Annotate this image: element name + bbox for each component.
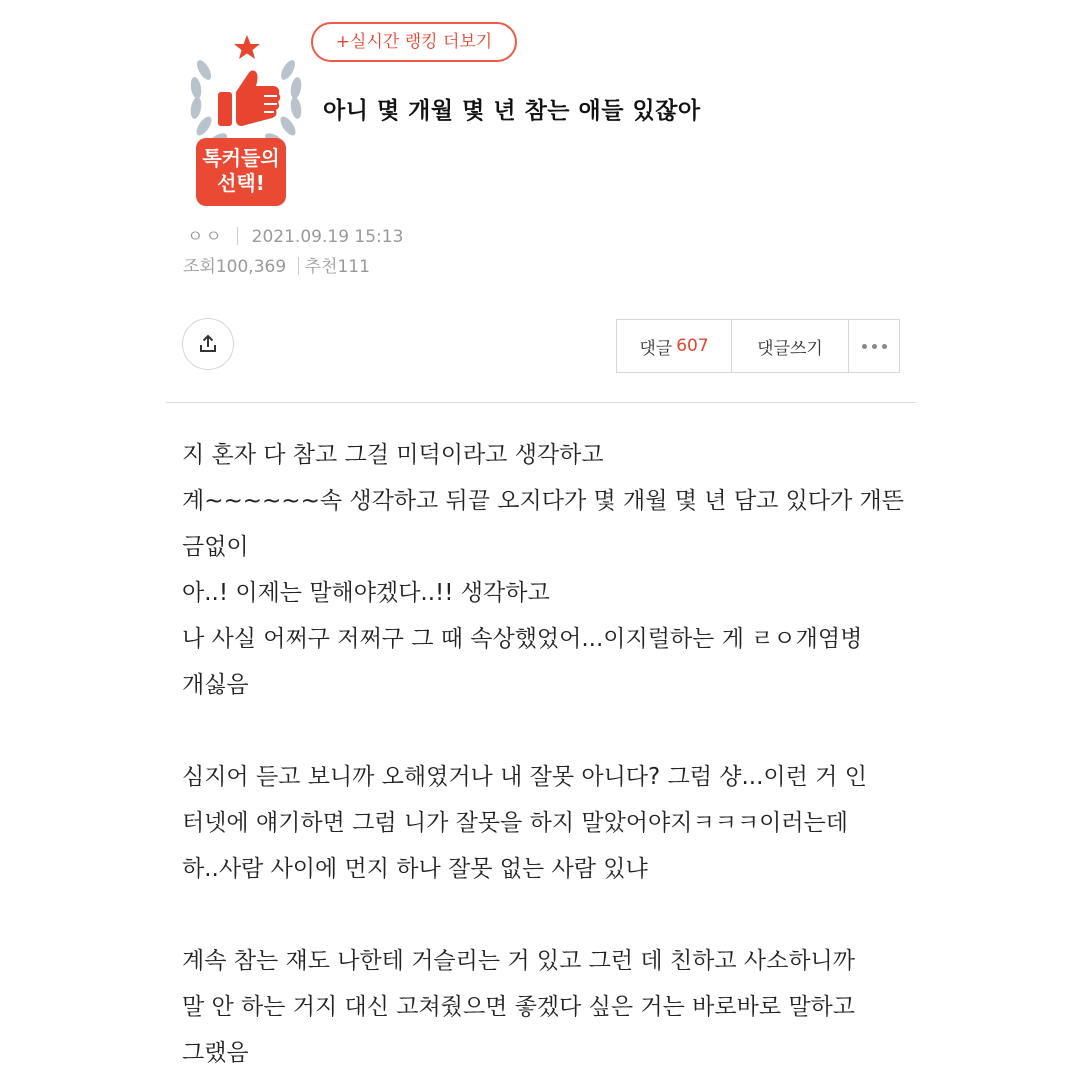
post-body (182, 432, 912, 1076)
more-icon (862, 344, 887, 349)
meta-divider (237, 227, 238, 245)
badge-label-line1: 톡커들의 (202, 146, 280, 170)
views-label: 조회 (183, 257, 216, 277)
body-line: 계속 참는 쟤도 나한테 거슬리는 거 있고 그런 데 친하고 사소하니까 (182, 948, 855, 974)
body-line: 계~~~~~~속 생각하고 뒤끝 오지다가 몇 개월 몇 년 담고 있다가 개뜬 (182, 488, 904, 514)
share-button[interactable] (182, 318, 234, 370)
post-date: 2021.09.19 15:13 (251, 227, 404, 247)
post-meta-stats (183, 252, 370, 277)
thumbs-up-laurel-icon (182, 30, 310, 150)
body-line: 터넷에 얘기하면 그럼 니가 잘못을 하지 말았어야지ㅋㅋㅋ이러는데 (182, 810, 848, 836)
paragraph-gap (182, 708, 912, 754)
author-name[interactable]: ㅇㅇ (187, 227, 224, 247)
body-line: 심지어 듣고 보니까 오해였거나 내 잘못 아니다? 그럼 샹...이런 거 인 (182, 764, 867, 790)
content-divider (166, 402, 916, 403)
post-title: 아니 몇 개월 몇 년 참는 애들 있잖아 (323, 98, 701, 124)
body-line: 지 혼자 다 참고 그걸 미덕이라고 생각하고 (182, 442, 604, 468)
body-line: 말 안 하는 거지 대신 고쳐줬으면 좋겠다 싶은 거는 바로바로 말하고 (182, 994, 855, 1020)
comments-count: 607 (676, 336, 709, 356)
body-line: 나 사실 어쩌구 저쩌구 그 때 속상했었어...이지럴하는 게 ㄹㅇ개염병 (182, 626, 863, 652)
badge-label-line2: 선택! (217, 171, 265, 195)
body-line: 금없이 (182, 534, 249, 560)
comments-button[interactable] (617, 320, 732, 372)
body-line: 하..사람 사이에 먼지 하나 잘못 없는 사람 있냐 (182, 856, 648, 882)
meta-divider (298, 257, 299, 275)
realtime-ranking-button[interactable]: +실시간 랭킹 더보기 (311, 22, 517, 62)
views-count: 100,369 (215, 257, 287, 277)
body-line: 아..! 이제는 말해야겠다..!! 생각하고 (182, 580, 550, 606)
talkers-choice-badge (182, 30, 310, 208)
comments-label: 댓글 (639, 338, 673, 359)
post-action-group (616, 319, 900, 373)
post-meta-author-date (187, 222, 403, 247)
more-options-button[interactable] (849, 320, 899, 372)
share-icon (197, 333, 219, 355)
body-line: 개싫음 (182, 672, 249, 698)
recommend-count: 111 (337, 257, 370, 277)
badge-label (196, 138, 286, 206)
body-line: 그랬음 (182, 1040, 249, 1066)
paragraph-gap (182, 892, 912, 938)
write-comment-button[interactable]: 댓글쓰기 (732, 320, 849, 372)
recommend-label: 추천 (304, 257, 338, 277)
